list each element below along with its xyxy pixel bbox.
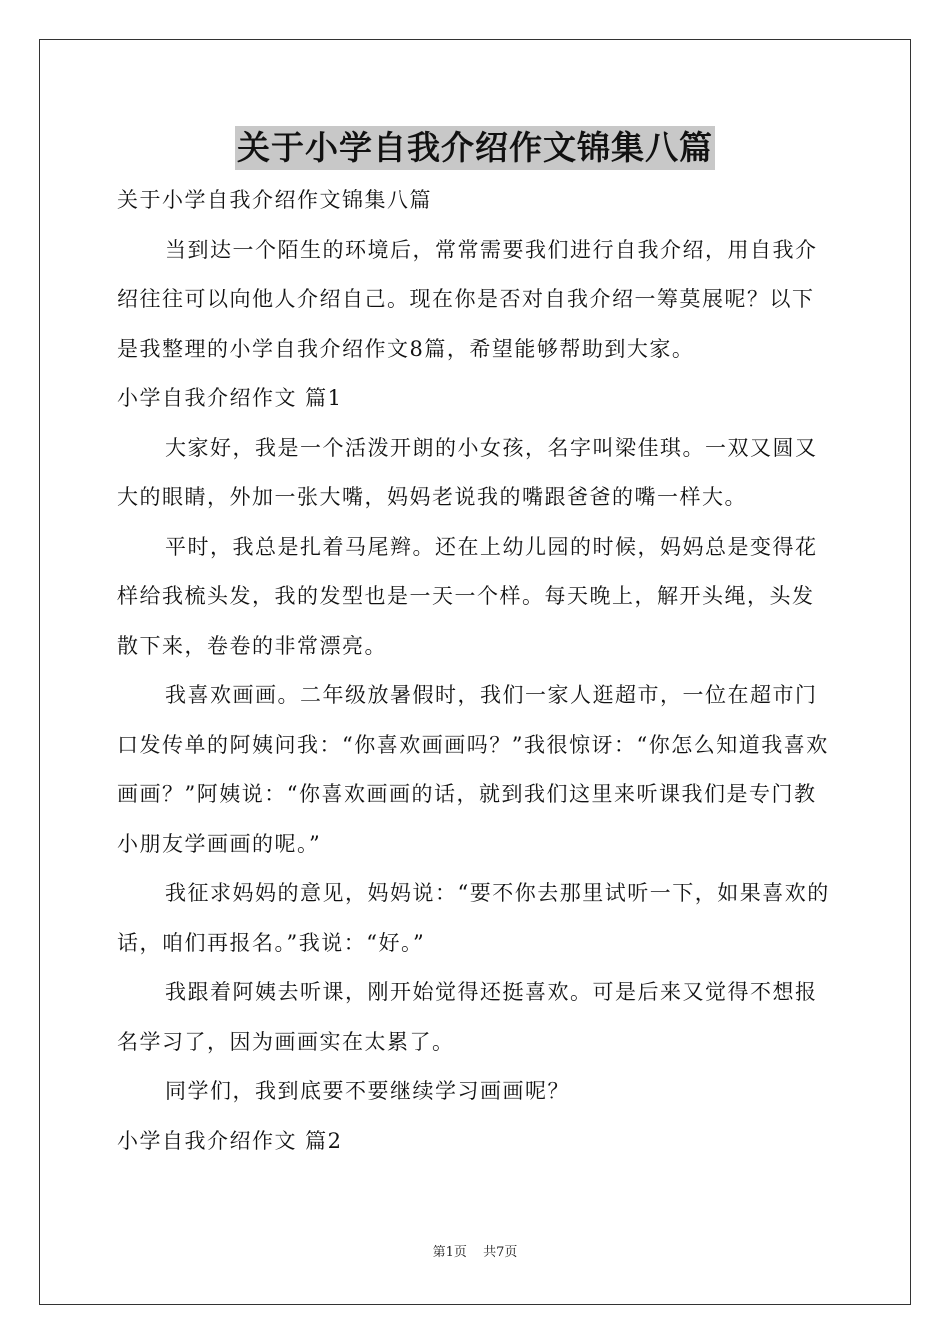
page-footer — [0, 1244, 950, 1262]
section-heading: 小学自我介绍作文 篇2 — [117, 1128, 343, 1153]
paragraph: 平时，我总是扎着马尾辫。还在上幼儿园的时候，妈妈总是变得花样给我梳头发，我的发型也是一天一个样。每天晚上，解开头绳，头发散下来，卷卷的非常漂亮。 — [117, 534, 818, 658]
paragraph: 关于小学自我介绍作文锦集八篇 — [117, 188, 432, 212]
paragraph: 我跟着阿姨去听课，刚开始觉得还挺喜欢。可是后来又觉得不想报名学习了，因为画画实在太累了。 — [117, 980, 818, 1054]
section-heading: 小学自我介绍作文 篇1 — [117, 386, 343, 410]
document-body — [117, 176, 833, 1166]
paragraph: 我喜欢画画。二年级放暑假时，我们一家人逛超市，一位在超市门口发传单的阿姨问我：“你喜欢画画吗？”我很惊讶：“你怎么知道我喜欢画画？”阿姨说：“你喜欢画画的话，就到我们这里来听课我们是专门教小朋友学画画的呢。” — [117, 683, 829, 856]
paragraph: 我征求妈妈的意见，妈妈说：“要不你去那里试听一下，如果喜欢的话，咱们再报名。”我说：“好。” — [117, 881, 830, 955]
page-number: 第1页 — [432, 1245, 467, 1260]
paragraph: 大家好，我是一个活泼开朗的小女孩，名字叫梁佳琪。一双又圆又大的眼睛，外加一张大嘴，妈妈老说我的嘴跟爸爸的嘴一样大。 — [117, 435, 818, 509]
paragraph: 同学们，我到底要不要继续学习画画呢？ — [165, 1079, 570, 1103]
document-title: 关于小学自我介绍作文锦集八篇 — [235, 126, 715, 170]
page-total: 共7页 — [483, 1245, 518, 1260]
paragraph: 当到达一个陌生的环境后，常常需要我们进行自我介绍，用自我介绍往往可以向他人介绍自己。现在你是否对自我介绍一筹莫展呢？以下是我整理的小学自我介绍作文8篇，希望能够帮助到大家。 — [117, 237, 818, 361]
title-container — [0, 126, 950, 170]
